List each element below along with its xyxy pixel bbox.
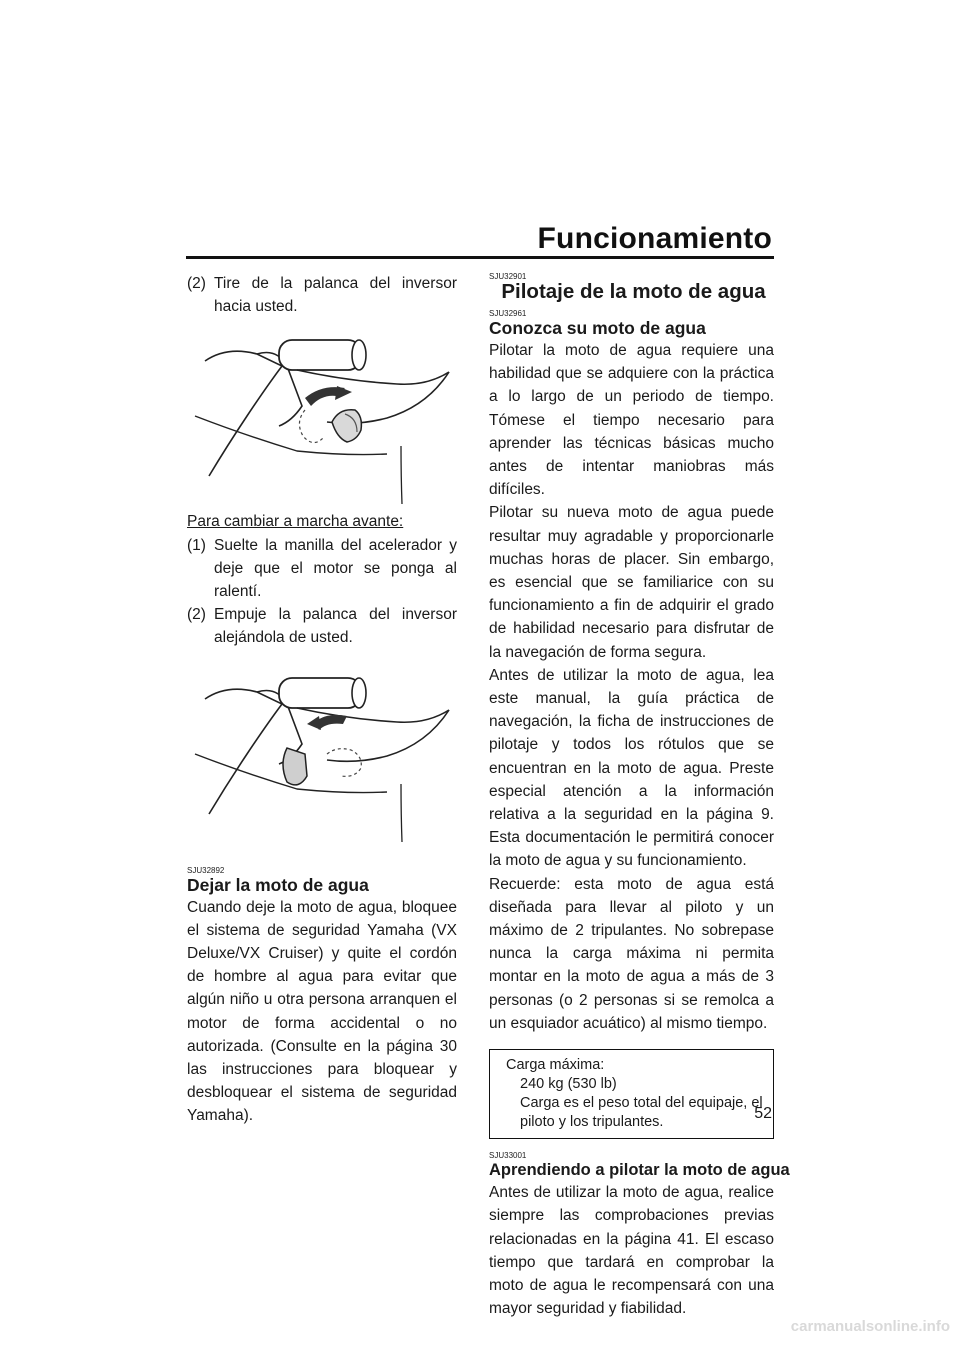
section-code: SJU32892: [187, 865, 225, 875]
section-body: Antes de utilizar la moto de agua, realice siempre las comprobaciones previas relacionadas en la página 41. El escaso tiempo que tardará en comprobar la moto de agua le recompensará con una mayor seguridad y fiabilidad.: [489, 1184, 774, 1318]
forward-lever-illustration: [187, 664, 457, 844]
step-pull-lever: [187, 272, 457, 318]
paragraph: Pilotar su nueva moto de agua puede resultar muy agradable y proporcionarle muchas horas de placer. Sin embargo, es esencial que se familiarice con su funcionamiento a fin de adquirir el grado de habilidad necesario para disfrutar de la navegación de forma segura.: [489, 504, 774, 661]
page-title: Funcionamiento: [537, 222, 772, 255]
max-load-label: Carga máxima:: [506, 1057, 605, 1074]
paragraph: Pilotar la moto de agua requiere una habilidad que se adquiere con la práctica a lo largo de un periodo de tiempo. Tómese el tiempo necesario para aprender las técnicas básicas mucho antes de intentar maniobras más difíciles.: [489, 342, 774, 499]
paragraph: Antes de utilizar la moto de agua, lea este manual, la guía práctica de navegación, la ficha de instrucciones de pilotaje y todos los rótulos que se encuentran en la moto de agua. Preste especial atención a la información relativa a la seguridad en la página 9. Esta documentación le permitirá conocer la moto de agua y su funcionamiento.: [489, 666, 774, 870]
step-number: (1): [187, 536, 206, 554]
right-column: [489, 272, 790, 1320]
reverse-lever-illustration: [187, 326, 457, 506]
forward-step-1: [187, 534, 457, 604]
section-body: Cuando deje la moto de agua, bloquee el sistema de seguridad Yamaha (VX Deluxe/VX Cruiser) y quite el cordón de hombre al agua para evitar que algún niño u otra persona arranquen el motor de forma accidental o no autorizada. (Consulte en la página 30 las instrucciones para bloquear y desbloquear el sistema de seguridad Yamaha).: [187, 898, 457, 1125]
leave-section: [187, 866, 457, 1128]
forward-step-2: [187, 603, 457, 649]
step-text: Tire de la palanca del inversor hacia usted.: [214, 275, 457, 316]
section-title: Aprendiendo a pilotar la moto de agua: [489, 1161, 790, 1180]
watermark: carmanualsonline.info: [790, 1318, 950, 1335]
left-column: [187, 272, 457, 1128]
section-title: Pilotaje de la moto de agua: [501, 280, 766, 303]
paragraph: Recuerde: esta moto de agua está diseñada para llevar al piloto y un máximo de 2 tripulantes. No sobrepase nunca la carga máxima ni permita montar en la moto de agua a más de 3 personas (o 2 personas si se remolca a un esquiador acuático) al mismo tiempo.: [489, 875, 774, 1032]
step-text: Suelte la manilla del acelerador y deje que el motor se ponga al ralentí.: [214, 536, 457, 601]
section-code: SJU32901: [489, 272, 527, 281]
max-load-value: 240 kg (530 lb): [520, 1076, 617, 1093]
know-section: [489, 309, 774, 1035]
main-section: [489, 272, 774, 303]
max-load-box: [489, 1049, 774, 1139]
learn-section: [489, 1151, 790, 1320]
step-number: (2): [187, 275, 206, 292]
max-load-note: Carga es el peso total del equipaje, el piloto y los tripulantes.: [520, 1095, 763, 1131]
forward-heading: Para cambiar a marcha avante:: [187, 513, 404, 531]
page-number: 52: [754, 1105, 772, 1122]
section-code: SJU32961: [489, 309, 527, 318]
step-text: Empuje la palanca del inversor alejándola de usted.: [214, 606, 457, 647]
section-title: Dejar la moto de agua: [187, 874, 369, 895]
section-code: SJU33001: [489, 1151, 527, 1161]
section-title: Conozca su moto de agua: [489, 318, 706, 338]
step-number: (2): [187, 606, 206, 624]
header-rule: [186, 256, 774, 259]
